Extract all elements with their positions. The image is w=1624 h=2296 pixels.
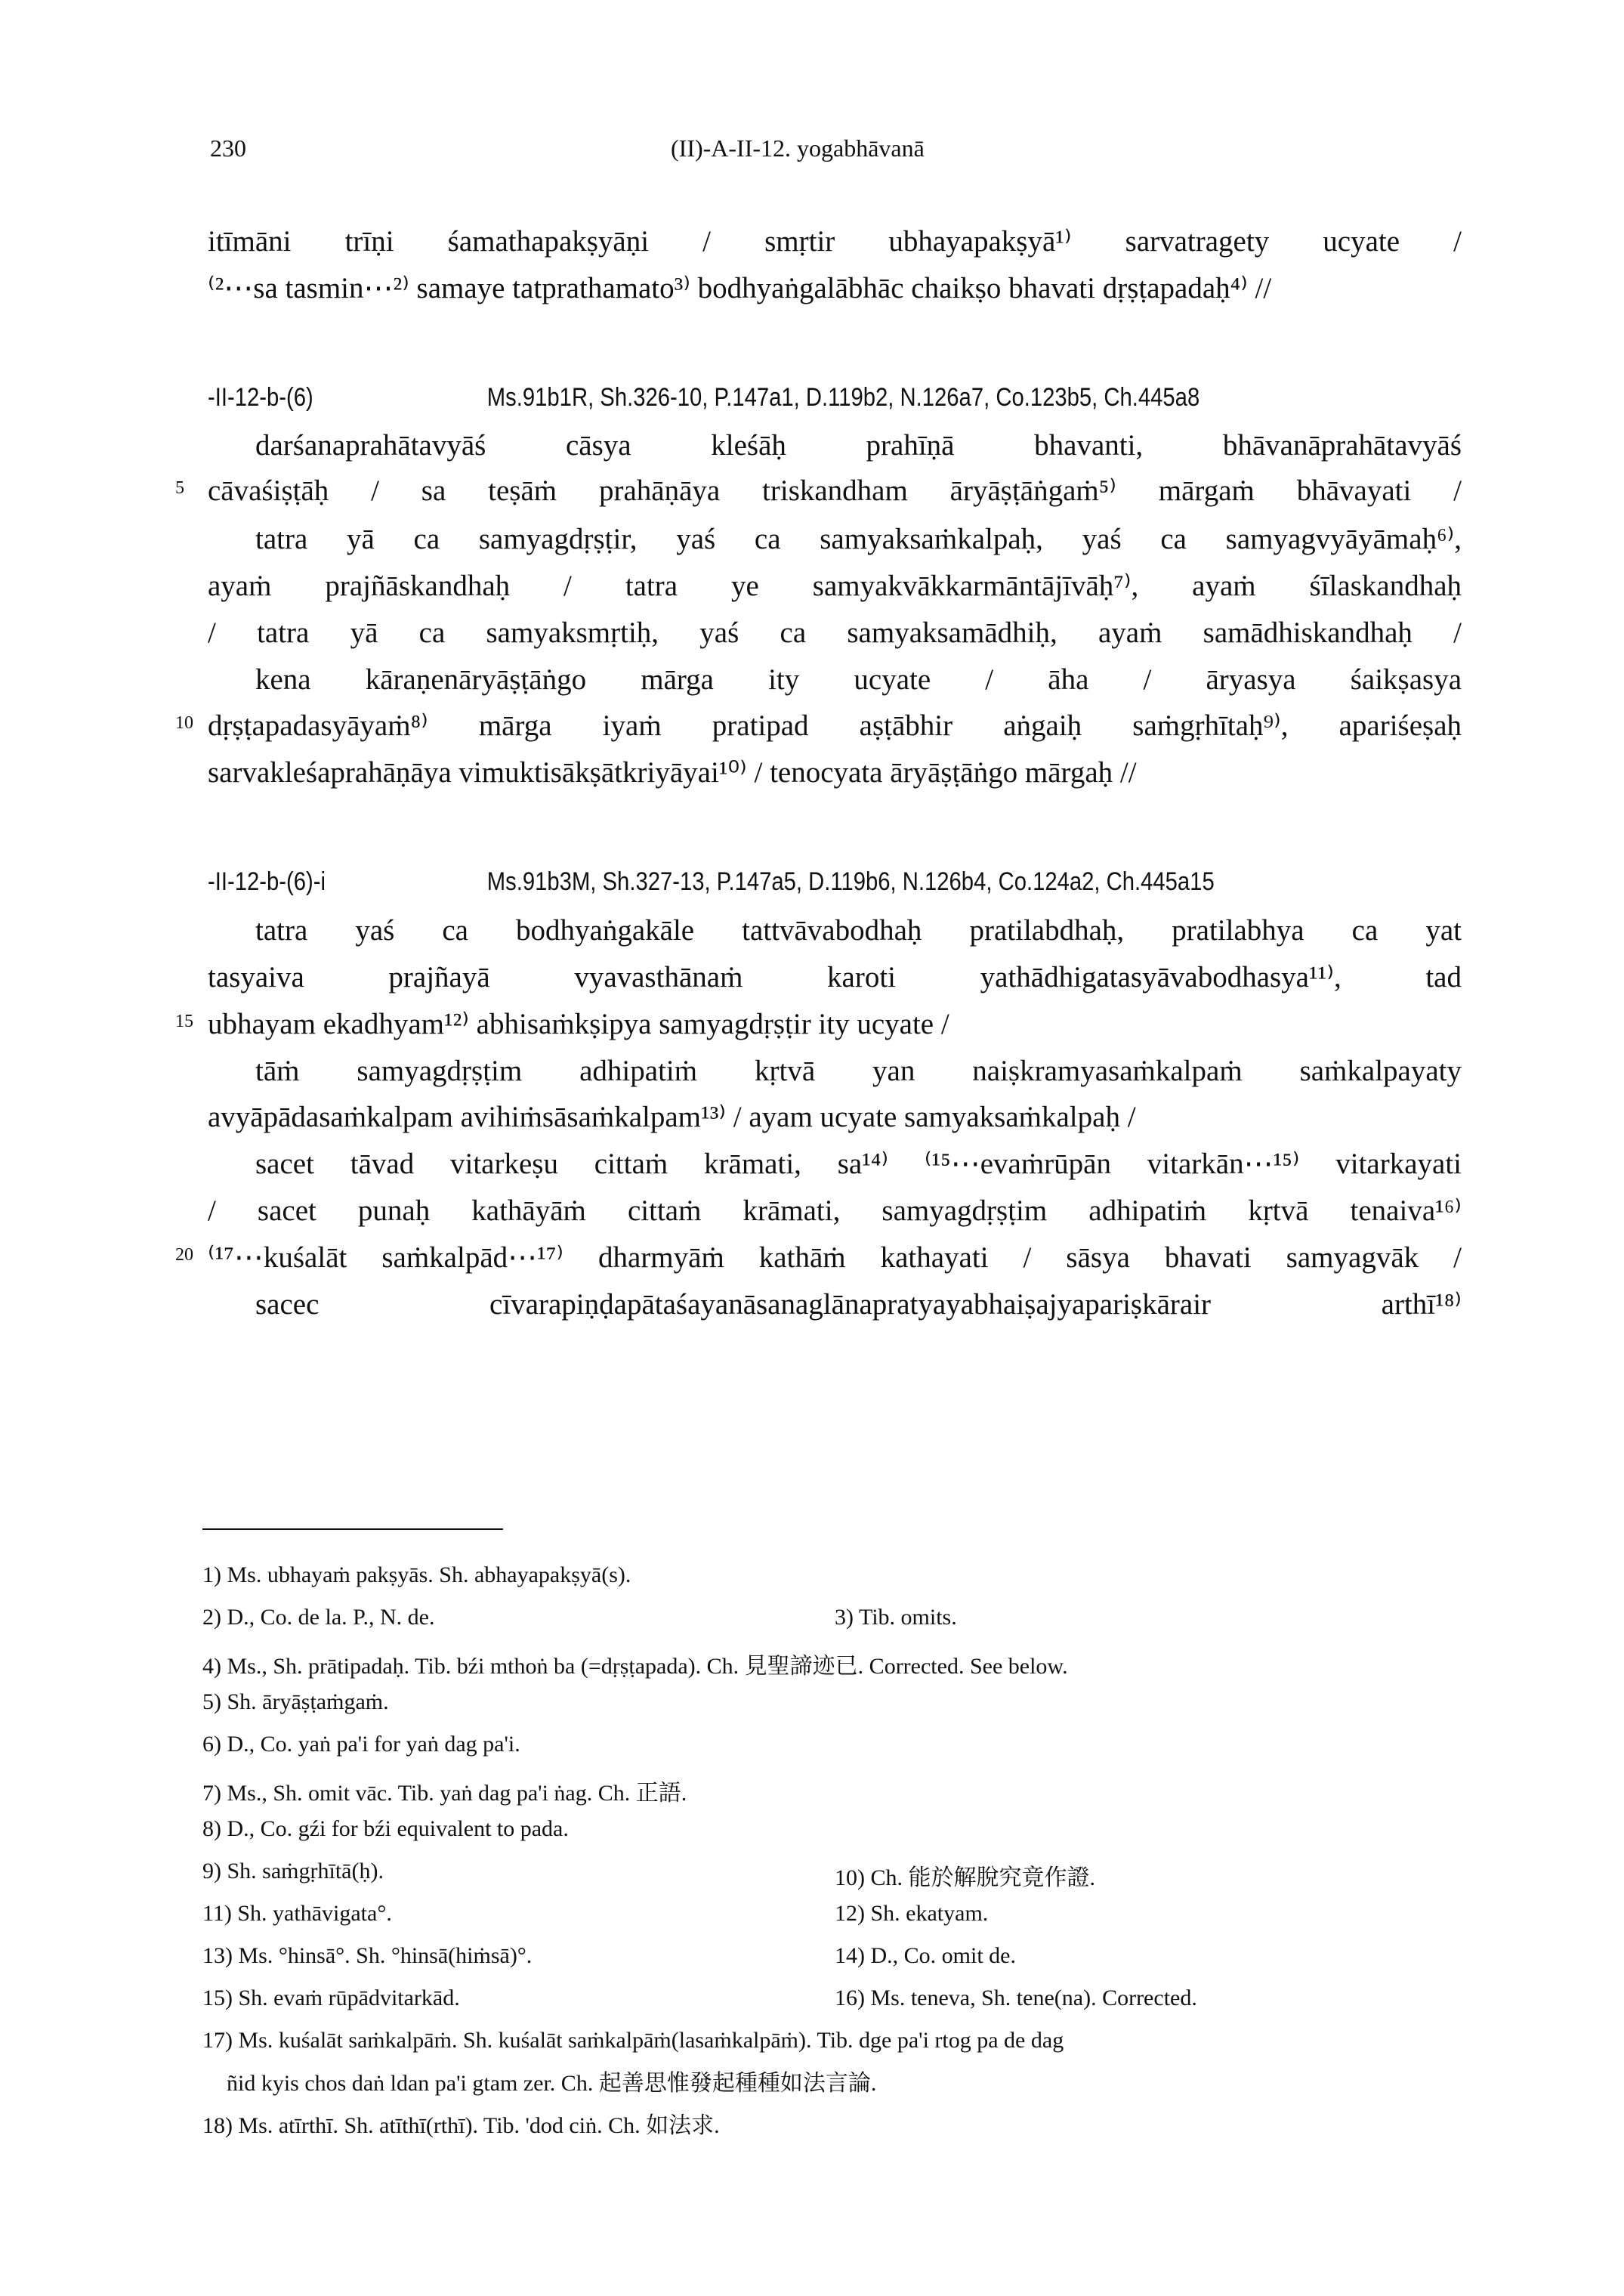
- footnote: 15) Sh. evaṁ rūpādvitarkād.: [202, 1985, 460, 2010]
- footnote: 9) Sh. saṁgṛhītā(ḥ).: [202, 1859, 384, 1883]
- footnote: 2) D., Co. de la. P., N. de.: [202, 1605, 435, 1630]
- manuscript-references: Ms.91b3M, Sh.327-13, P.147a5, D.119b6, N.126b4, Co.124a2, Ch.445a15: [486, 867, 1215, 896]
- page-header: [210, 134, 1414, 165]
- footnote: 7) Ms., Sh. omit vāc. Tib. yaṅ dag pa'i ṅag. Ch. 正語.: [202, 1781, 687, 1806]
- text-line: sacet tāvad vitarkeṣu cittaṁ krāmati, sa¹⁴⁾ ⁽¹⁵⋯evaṁrūpān vitarkān⋯¹⁵⁾ vitarkayati: [255, 1148, 1462, 1180]
- text-line: tatra yā ca samyagdṛṣṭir, yaś ca samyaksaṁkalpaḥ, yaś ca samyagvyāyāmaḥ⁶⁾,: [255, 523, 1462, 555]
- line-number: 10: [175, 713, 193, 733]
- footnote: 14) D., Co. omit de.: [835, 1943, 1016, 1968]
- manuscript-references: Ms.91b1R, Sh.326-10, P.147a1, D.119b2, N.126a7, Co.123b5, Ch.445a8: [486, 383, 1200, 412]
- section-id: -II-12-b-(6)-i: [208, 867, 326, 896]
- footnote: 6) D., Co. yaṅ pa'i for yaṅ dag pa'i.: [202, 1732, 520, 1757]
- line-number: 20: [175, 1245, 193, 1265]
- text-line: ayaṁ prajñāskandhaḥ / tatra ye samyakvākkarmāntājīvāḥ⁷⁾, ayaṁ śīlaskandhaḥ: [208, 570, 1462, 602]
- line-number: 5: [175, 478, 184, 498]
- text-line: cāvaśiṣṭāḥ / sa teṣāṁ prahāṇāya triskandham āryāṣṭāṅgaṁ⁵⁾ mārgaṁ bhāvayati /: [208, 474, 1462, 507]
- text-line: ubhayam ekadhyam¹²⁾ abhisaṁkṣipya samyagdṛṣṭir ity ucyate /: [208, 1008, 949, 1040]
- footnote: 3) Tib. omits.: [835, 1605, 957, 1630]
- text-line: sarvakleśaprahāṇāya vimuktisākṣātkriyāyai¹⁰⁾ / tenocyata āryāṣṭāṅgo mārgaḥ //: [208, 756, 1137, 789]
- text-line: tāṁ samyagdṛṣṭim adhipatiṁ kṛtvā yan naiṣkramyasaṁkalpaṁ saṁkalpayaty: [255, 1055, 1462, 1087]
- footnote: 17) Ms. kuśalāt saṁkalpāṁ. Sh. kuśalāt saṁkalpāṁ(lasaṁkalpāṁ). Tib. dge pa'i rtog pa de dag: [202, 2028, 1064, 2053]
- footnote-continuation: ñid kyis chos daṅ ldan pa'i gtam zer. Ch. 起善思惟發起種種如法言論.: [227, 2071, 877, 2096]
- text-line: dṛṣṭapadasyāyaṁ⁸⁾ mārga iyaṁ pratipad aṣṭābhir aṅgaiḥ saṁgṛhītaḥ⁹⁾, apariśeṣaḥ: [208, 709, 1462, 742]
- text-line: avyāpādasaṁkalpam avihiṁsāsaṁkalpam¹³⁾ / ayam ucyate samyaksaṁkalpaḥ /: [208, 1101, 1136, 1133]
- footnote-divider: [202, 1528, 503, 1530]
- footnote: 13) Ms. °hinsā°. Sh. °hinsā(hiṁsā)°.: [202, 1943, 533, 1968]
- section-reference: [208, 867, 1215, 897]
- text-line: darśanaprahātavyāś cāsya kleśāḥ prahīṇā bhavanti, bhāvanāprahātavyāś: [255, 429, 1462, 462]
- footnote: 18) Ms. atīrthī. Sh. atīthī(rthī). Tib. 'dod ciṅ. Ch. 如法求.: [202, 2113, 720, 2138]
- footnote: 11) Sh. yathāvigata°.: [202, 1901, 392, 1926]
- line-number: 15: [175, 1012, 193, 1031]
- text-line: ⁽¹⁷⋯kuśalāt saṁkalpād⋯¹⁷⁾ dharmyāṁ kathāṁ kathayati / sāsya bhavati samyagvāk /: [208, 1241, 1462, 1274]
- section-reference: [208, 383, 1200, 413]
- footnote: 16) Ms. teneva, Sh. tene(na). Corrected.: [835, 1985, 1197, 2010]
- footnote: 10) Ch. 能於解脫究竟作證.: [835, 1865, 1095, 1890]
- running-title: (II)-A-II-12. yogabhāvanā: [671, 134, 925, 162]
- text-line: kena kāraṇenāryāṣṭāṅgo mārga ity ucyate / āha / āryasya śaikṣasya: [255, 663, 1462, 696]
- footnote: 5) Sh. āryāṣṭaṁgaṁ.: [202, 1689, 389, 1714]
- text-line: tasyaiva prajñayā vyavasthānaṁ karoti yathādhigatasyāvabodhasya¹¹⁾, tad: [208, 961, 1462, 993]
- footnote: 4) Ms., Sh. prātipadaḥ. Tib. bźi mthoṅ ba (=dṛṣṭapada). Ch. 見聖諦迹已. Corrected. See below.: [202, 1654, 1068, 1679]
- text-line: tatra yaś ca bodhyaṅgakāle tattvāvabodhaḥ pratilabdhaḥ, pratilabhya ca yat: [255, 914, 1462, 947]
- text-line: itīmāni trīṇi śamathapakṣyāṇi / smṛtir ubhayapakṣyā¹⁾ sarvatragety ucyate /: [208, 225, 1462, 258]
- text-line: / tatra yā ca samyaksmṛtiḥ, yaś ca samyaksamādhiḥ, ayaṁ samādhiskandhaḥ /: [208, 616, 1462, 649]
- page-number: 230: [210, 134, 246, 162]
- section-id: -II-12-b-(6): [208, 383, 313, 412]
- footnote: 12) Sh. ekatyam.: [835, 1901, 989, 1926]
- footnote: 8) D., Co. gźi for bźi equivalent to pada.: [202, 1816, 569, 1841]
- footnote: 1) Ms. ubhayaṁ pakṣyās. Sh. abhayapakṣyā(s).: [202, 1562, 631, 1587]
- text-line: / sacet punaḥ kathāyāṁ cittaṁ krāmati, samyagdṛṣṭim adhipatiṁ kṛtvā tenaiva¹⁶⁾: [208, 1194, 1462, 1227]
- text-line: ⁽²⋯sa tasmin⋯²⁾ samaye tatprathamato³⁾ bodhyaṅgalābhāc chaikṣo bhavati dṛṣṭapadaḥ⁴⁾ //: [208, 272, 1272, 304]
- text-line: sacec cīvarapiṇḍapātaśayanāsanaglānapratyayabhaiṣajyapariṣkārair arthī¹⁸⁾: [255, 1288, 1462, 1321]
